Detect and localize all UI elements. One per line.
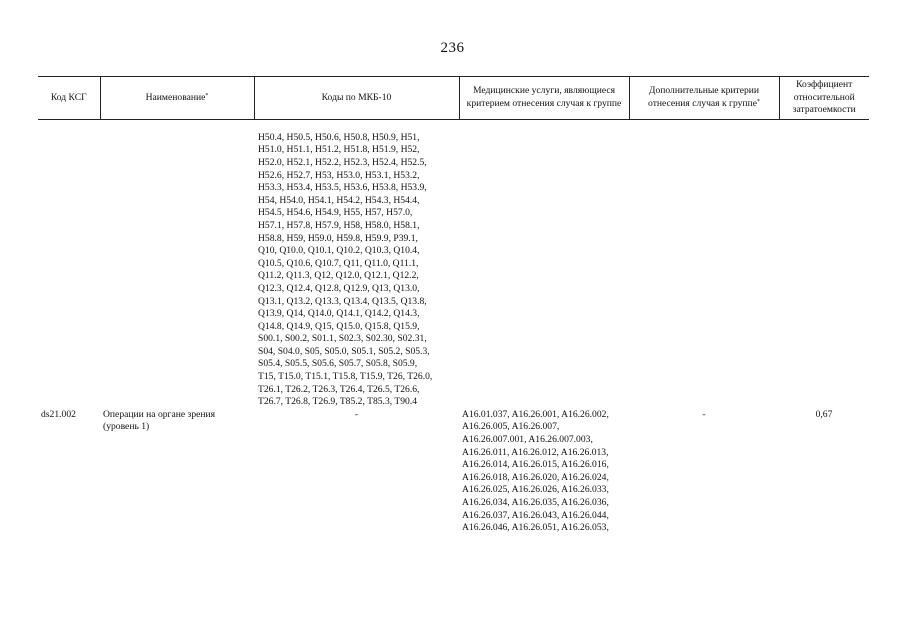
spacer-row <box>38 119 869 132</box>
ksg-table <box>38 76 869 535</box>
mkb-code-line: Q10.5, Q10.6, Q10.7, Q11, Q11.0, Q11.1, <box>258 257 419 269</box>
mkb-code-line: H50.4, H50.5, H50.6, H50.8, H50.9, H51, <box>258 131 420 143</box>
mkb-cell: - <box>354 408 359 420</box>
mkb-code-line: Q12.3, Q12.4, Q12.8, Q12.9, Q13, Q13.0, <box>258 282 420 294</box>
header-additional <box>629 77 779 120</box>
header-code-label: Код КСГ <box>50 91 87 103</box>
additional-criteria-cell: - <box>702 408 706 420</box>
header-mkb <box>254 77 459 120</box>
mkb-code-line: H52.0, H52.1, H52.2, H52.3, H52.4, H52.5, <box>258 156 427 168</box>
service-code-line: A16.26.034, A16.26.035, A16.26.036, <box>462 497 609 508</box>
table-row-ds21-002 <box>38 409 869 535</box>
mkb-code-line: Q10, Q10.0, Q10.1, Q10.2, Q10.3, Q10.4, <box>258 245 420 257</box>
header-services-label: Медицинские услуги, являющиеся критерием отнесения случая к группе <box>466 85 622 109</box>
service-code-line: A16.26.005, A16.26.007, <box>462 421 560 433</box>
ksg-name-line: Операции на органе зрения <box>103 408 216 420</box>
service-code-line: A16.26.025, A16.26.026, A16.26.033, <box>462 484 609 496</box>
mkb-code-line: Q13.9, Q14, Q14.0, Q14.1, Q14.2, Q14.3, <box>258 308 420 320</box>
header-coefficient-label: Коэффициент относительной затратоемкости <box>792 79 856 116</box>
service-code-line: A16.26.037, A16.26.043, A16.26.044, <box>462 509 609 521</box>
mkb-code-line: S05.4, S05.5, S05.6, S05.7, S05.8, S05.9, <box>258 358 418 370</box>
ksg-name-line: (уровень 1) <box>103 421 150 433</box>
services-cell <box>459 409 629 535</box>
header-additional-label: Дополнительные критерии отнесения случая к группе <box>648 85 760 109</box>
mkb-code-line: T26.1, T26.2, T26.3, T26.4, T26.5, T26.6, <box>258 383 420 395</box>
mkb-code-line: H54.5, H54.6, H54.9, H55, H57, H57.0, <box>258 207 413 219</box>
header-code <box>38 77 100 120</box>
table-row-continued <box>38 132 869 409</box>
service-code-line: A16.26.007.001, A16.26.007.003, <box>462 434 593 446</box>
mkb-code-line: H52.6, H52.7, H53, H53.0, H53.1, H53.2, <box>258 169 420 181</box>
header-additional-footnote-mark: * <box>756 98 760 105</box>
service-code-line: A16.26.014, A16.26.015, A16.26.016, <box>462 459 609 471</box>
coefficient-cell: 0,67 <box>815 408 833 420</box>
ksg-name-cell <box>100 409 254 535</box>
ksg-code-cell: ds21.002 <box>41 408 76 420</box>
service-code-line: A16.26.046, A16.26.051, A16.26.053, <box>462 522 609 534</box>
mkb-code-line: H57.1, H57.8, H57.9, H58, H58.0, H58.1, <box>258 219 420 231</box>
service-code-line: A16.26.011, A16.26.012, A16.26.013, <box>462 446 609 458</box>
mkb-code-line: Q11.2, Q11.3, Q12, Q12.0, Q12.1, Q12.2, <box>258 270 419 282</box>
mkb-code-line: H51.0, H51.1, H51.2, H51.8, H51.9, H52, <box>258 144 420 156</box>
header-name <box>100 77 254 120</box>
mkb-code-line: S00.1, S00.2, S01.1, S02.3, S02.30, S02.31, <box>258 333 427 345</box>
mkb-code-line: H54, H54.0, H54.1, H54.2, H54.3, H54.4, <box>258 194 420 206</box>
mkb-code-line: Q13.1, Q13.2, Q13.3, Q13.4, Q13.5, Q13.8, <box>258 295 427 307</box>
header-services <box>459 77 629 120</box>
mkb-code-line: Q14.8, Q14.9, Q15, Q15.0, Q15.8, Q15.9, <box>258 320 420 332</box>
header-mkb-label: Коды по МКБ-10 <box>321 91 392 103</box>
service-code-line: A16.26.018, A16.26.020, A16.26.024, <box>462 471 609 483</box>
mkb-code-line: T26.7, T26.8, T26.9, T85.2, T85.3, T90.4 <box>258 396 418 408</box>
header-name-label: Наименование <box>145 91 206 103</box>
mkb-code-line: T15, T15.0, T15.1, T15.8, T15.9, T26, T26.0, <box>258 371 433 383</box>
page-number: 236 <box>440 40 465 56</box>
mkb-code-line: H58.8, H59, H59.0, H59.8, H59.9, P39.1, <box>258 232 418 244</box>
table-header <box>38 77 869 120</box>
service-code-line: A16.01.037, A16.26.001, A16.26.002, <box>462 408 609 420</box>
header-name-footnote-mark: * <box>205 92 209 99</box>
header-coefficient <box>779 77 869 120</box>
continued-mkb-codes <box>254 132 459 409</box>
mkb-code-line: H53.3, H53.4, H53.5, H53.6, H53.8, H53.9, <box>258 182 427 194</box>
mkb-code-line: S04, S04.0, S05, S05.0, S05.1, S05.2, S05.3, <box>258 345 430 357</box>
